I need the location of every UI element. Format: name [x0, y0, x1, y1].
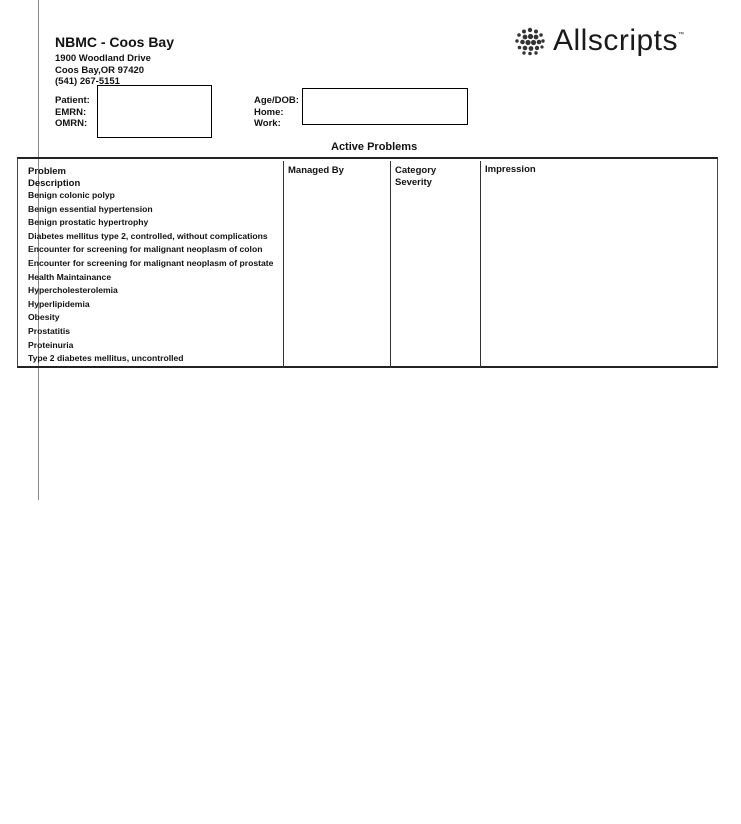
section-title: Active Problems	[331, 141, 418, 153]
problem-row: Obesity	[28, 312, 60, 323]
problem-row: Hyperlipidemia	[28, 298, 90, 309]
omrn-label: OMRN:	[55, 118, 88, 129]
column-divider	[480, 161, 481, 368]
home-label: Home:	[254, 106, 284, 118]
problem-row: Benign colonic polyp	[28, 190, 115, 200]
contact-redaction-box	[302, 88, 468, 125]
patient-label: Patient:	[55, 95, 90, 106]
patient-redaction-box	[97, 85, 212, 138]
logo-wordmark: Allscripts	[553, 24, 679, 57]
header-category: Category	[395, 165, 437, 176]
logo-sphere-icon	[513, 26, 547, 56]
emrn-label: EMRN:	[55, 106, 87, 118]
problem-row: Hypercholesterolemia	[28, 285, 118, 296]
column-divider	[390, 161, 391, 368]
problem-row: Benign essential hypertension	[28, 203, 153, 214]
header-description: Description	[28, 177, 81, 189]
problem-row: Health Maintainance	[28, 271, 112, 282]
header-problem: Problem	[28, 166, 67, 177]
problem-row: Prostatitis	[28, 325, 71, 336]
clinic-address-line2: Coos Bay,OR 97420	[55, 64, 145, 76]
problem-row: Proteinuria	[28, 339, 74, 350]
problem-row: Encounter for screening for malignant neoplasm of colon	[28, 244, 263, 255]
problem-row: Diabetes mellitus type 2, controlled, without complications	[28, 230, 268, 241]
header-impression: Impression	[485, 164, 536, 175]
work-label: Work:	[254, 118, 281, 129]
clinic-address-line1: 1900 Woodland Drive	[55, 53, 151, 64]
header-managed-by: Managed By	[288, 165, 344, 176]
logo-trademark: ™	[678, 32, 685, 38]
clinic-name: NBMC - Coos Bay	[55, 34, 175, 50]
problem-row: Type 2 diabetes mellitus, uncontrolled	[28, 353, 184, 364]
problem-list	[28, 189, 273, 366]
allscripts-logo	[513, 24, 684, 58]
header-severity: Severity	[395, 176, 432, 188]
clinic-info	[55, 34, 174, 88]
column-divider	[283, 161, 284, 368]
age-dob-label: Age/DOB:	[254, 95, 299, 106]
problem-row: Encounter for screening for malignant neoplasm of prostate	[28, 257, 274, 268]
clinic-phone: (541) 267-5151	[55, 76, 120, 87]
problem-row: Benign prostatic hypertrophy	[28, 217, 149, 228]
